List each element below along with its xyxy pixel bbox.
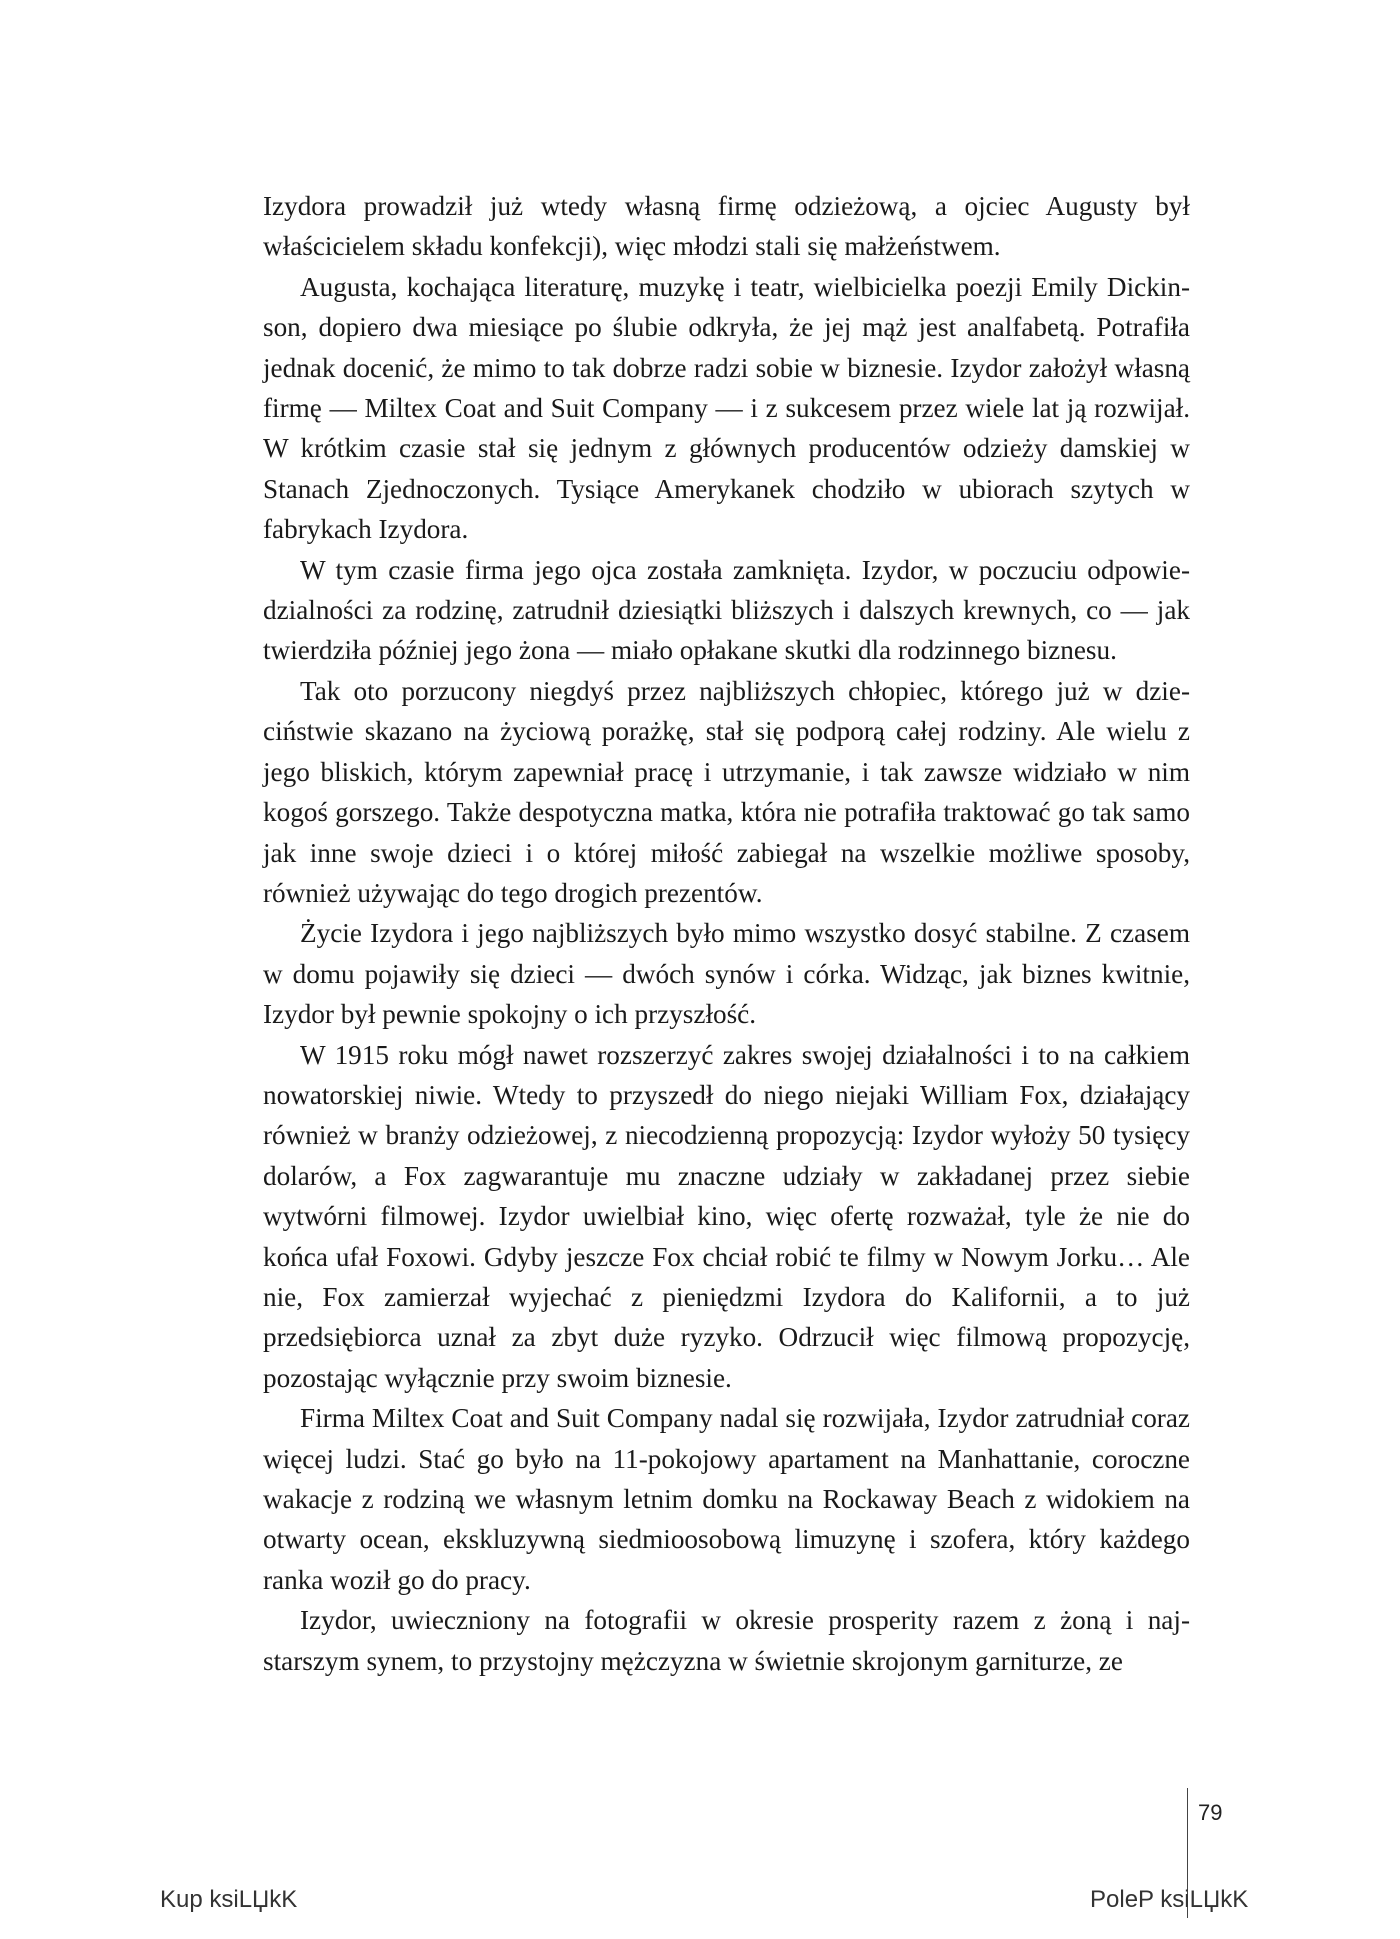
paragraph: Tak oto porzucony niegdyś przez najbliższych chłopiec, którego już w dzieciństwie skazano na życiową porażkę, stał się podporą całej rodziny. Ale wielu z jego bliskich, którym zapewniał pracę i utrzymanie, i tak zawsze widziało w nim kogoś gorszego. Także despotyczna matka, która nie potrafiła traktować go tak samo jak inne swoje dzieci i o której miłość zabiegał na wszelkie możliwe sposoby, również używając do tego drogich prezentów. (263, 675, 1190, 908)
buy-book-link[interactable]: Kup ksiLЏkK (160, 1886, 298, 1913)
paragraph: Życie Izydora i jego najbliższych było mimo wszystko dosyć stabilne. Z czasem w domu pojawiły się dzieci — dwóch synów i córka. Widząc, jak biznes kwitnie, Izydor był pewnie spokojny o ich przyszłość. (263, 918, 1190, 1030)
recommend-book-link[interactable]: PoleP ksiLЏkK (1090, 1886, 1249, 1913)
page-number: 79 (1198, 1800, 1223, 1825)
paragraph: Izydora prowadził już wtedy własną firmę odzieżową, a ojciec Augusty był właścicielem składu konfekcji), więc młodzi stali się małżeństwem. (263, 191, 1190, 262)
body-text (263, 186, 1190, 1681)
paragraph: W 1915 roku mógł nawet rozszerzyć zakres swojej działalności i to na całkiem nowatorskiej niwie. Wtedy to przyszedł do niego niejaki William Fox, działający również w branży odzieżowej, z niecodzienną propozycją: Izydor wyłoży 50 tysięcy dolarów, a Fox zagwarantuje mu znaczne udziały w zakładanej przez siebie wytwórni filmowej. Izydor uwielbiał kino, więc ofertę rozważał, tyle że nie do końca ufał Foxowi. Gdyby jeszcze Fox chciał robić te filmy w Nowym Jorku… Ale nie, Fox zamierzał wyjechać z pieniędzmi Izydora do Kalifornii, a to już przedsiębiorca uznał za zbyt duże ryzyko. Odrzucił więc filmową propozycję, pozostając wyłącznie przy swoim biznesie. (263, 1039, 1190, 1393)
paragraph: Izydor, uwieczniony na fotografii w okresie prosperity razem z żoną i najstarszym synem, to przystojny mężczyzna w świetnie skrojonym garniturze, ze (263, 1605, 1190, 1676)
paragraph: Firma Miltex Coat and Suit Company nadal się rozwijała, Izydor zatrudniał coraz więcej ludzi. Stać go było na 11-pokojowy apartament na Manhattanie, coroczne wakacje z rodziną we własnym letnim domku na Rockaway Beach z widokiem na otwarty ocean, ekskluzywną siedmioosobową limuzynę i szofera, który każdego ranka woził go do pracy. (263, 1403, 1190, 1595)
paragraph: W tym czasie firma jego ojca została zamknięta. Izydor, w poczuciu odpowiedzialności za rodzinę, zatrudnił dziesiątki bliższych i dalszych krewnych, co — jak twierdziła później jego żona — miało opłakane skutki dla rodzinnego biznesu. (263, 554, 1190, 666)
paragraph: Augusta, kochająca literaturę, muzykę i teatr, wielbicielka poezji Emily Dickinson, dopiero dwa miesiące po ślubie odkryła, że jej mąż jest analfabetą. Potrafiła jednak docenić, że mimo to tak dobrze radzi sobie w biznesie. Izydor założył własną firmę — Miltex Coat and Suit Company — i z sukcesem przez wiele lat ją rozwijał. W krótkim czasie stał się jednym z głównych producentów odzieży damskiej w Stanach Zjednoczonych. Tysiące Amerykanek chodziło w ubiorach szytych w fabrykach Izydora. (263, 271, 1190, 545)
